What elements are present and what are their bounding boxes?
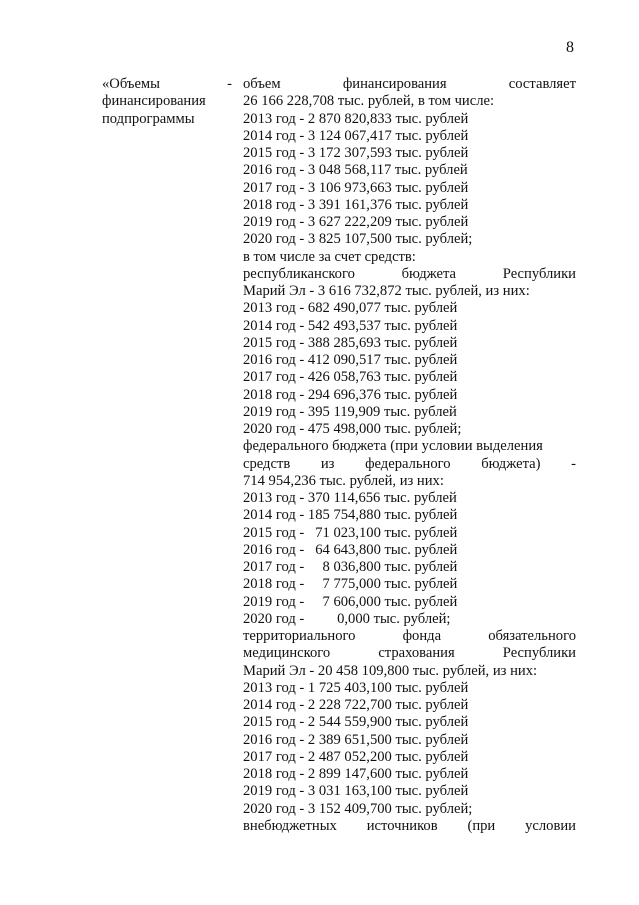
word: территориального [243,628,356,644]
total-year-2018: 2018 год - 3 391 161,376 тыс. рублей [243,196,469,213]
territorial-year-2013: 2013 год - 1 725 403,100 тыс. рублей [243,679,469,696]
federal-year-2018: 2018 год - 7 775,000 тыс. рублей [243,576,458,593]
label-line-3: подпрограммы [102,110,195,127]
total-year-2015: 2015 год - 3 172 307,593 тыс. рублей [243,145,469,161]
federal-line-1: федерального бюджета (при условии выделения [243,438,543,455]
republic-year-2018: 2018 год - 294 696,376 тыс. рублей [243,386,458,403]
territorial-year-2018: 2018 год - 2 899 147,600 тыс. рублей [243,766,469,782]
federal-year-2019: 2019 год - 7 606,000 тыс. рублей [243,593,458,610]
page-number: 8 [566,39,574,56]
territorial-year-2015: 2015 год - 2 544 559,900 тыс. рублей [243,714,469,731]
word: бюджета [401,265,457,282]
republic-year-2020: 2020 год - 475 498,000 тыс. рублей; [243,421,462,437]
territorial-year-2019: 2019 год - 3 031 163,100 тыс. рублей [243,783,469,800]
republic-line-1 [243,266,576,283]
republic-year-2013: 2013 год - 682 490,077 тыс. рублей [243,300,458,317]
word: страхования [378,645,455,662]
total-year-2016: 2016 год - 3 048 568,117 тыс. рублей [243,162,468,179]
federal-line-3: 714 954,236 тыс. рублей, из них: [243,472,444,489]
republic-year-2016: 2016 год - 412 090,517 тыс. рублей [243,352,458,368]
federal-year-2015: 2015 год - 71 023,100 тыс. рублей [243,524,458,541]
word: внебюджетных [243,817,337,834]
total-line-2: 26 166 228,708 тыс. рублей, в том числе: [243,93,495,110]
total-year-2014: 2014 год - 3 124 067,417 тыс. рублей [243,127,469,144]
word: составляет [508,76,576,92]
word: условии [525,817,576,834]
word: Республики [502,645,576,662]
republic-year-2015: 2015 год - 388 285,693 тыс. рублей [243,334,458,351]
federal-year-2013: 2013 год - 370 114,656 тыс. рублей [243,490,457,506]
word: бюджета) [481,455,541,472]
territorial-line-2 [243,645,576,662]
republic-year-2019: 2019 год - 395 119,909 тыс. рублей [243,403,457,420]
federal-year-2020: 2020 год - 0,000 тыс. рублей; [243,610,451,627]
territorial-line-1 [243,628,576,645]
label-line-1 [102,76,232,93]
territorial-year-2014: 2014 год - 2 228 722,700 тыс. рублей [243,697,469,713]
word: финансирования [342,76,447,92]
word: медицинского [243,645,331,662]
republic-year-2017: 2017 год - 426 058,763 тыс. рублей [243,369,458,386]
federal-line-2 [243,456,576,473]
word: республиканского [243,265,355,282]
word: - [571,455,576,472]
word: средств [243,455,291,472]
territorial-line-3: Марий Эл - 20 458 109,800 тыс. рублей, из них: [243,662,538,679]
territorial-year-2016: 2016 год - 2 389 651,500 тыс. рублей [243,731,469,748]
word: обязательного [488,628,576,644]
total-year-2013: 2013 год - 2 870 820,833 тыс. рублей [243,110,469,127]
total-line-1 [243,76,576,93]
federal-year-2017: 2017 год - 8 036,800 тыс. рублей [243,559,458,575]
section-label [102,76,232,128]
extrabudget-line-1 [243,818,576,835]
total-year-2020: 2020 год - 3 825 107,500 тыс. рублей; [243,231,473,248]
republic-line-2: Марий Эл - 3 616 732,872 тыс. рублей, из них: [243,283,530,299]
word: фонда [402,628,442,644]
word: (при [467,817,496,834]
word: из [320,455,335,472]
label-word: «Объемы [102,76,160,92]
territorial-year-2020: 2020 год - 3 152 409,700 тыс. рублей; [243,800,473,817]
total-year-2019: 2019 год - 3 627 222,209 тыс. рублей [243,214,469,230]
label-dash: - [227,76,232,92]
word: источников [366,817,438,834]
territorial-year-2017: 2017 год - 2 487 052,200 тыс. рублей [243,748,469,765]
word: федерального [365,455,451,472]
federal-year-2016: 2016 год - 64 643,800 тыс. рублей [243,541,458,558]
financing-text [243,76,576,835]
republic-year-2014: 2014 год - 542 493,537 тыс. рублей [243,317,458,334]
word: объем [243,76,281,92]
federal-year-2014: 2014 год - 185 754,880 тыс. рублей [243,507,458,524]
label-line-2: финансирования [102,93,206,110]
word: Республики [502,265,576,282]
total-year-2017: 2017 год - 3 106 973,663 тыс. рублей [243,179,469,196]
sources-intro: в том числе за счет средств: [243,248,416,265]
